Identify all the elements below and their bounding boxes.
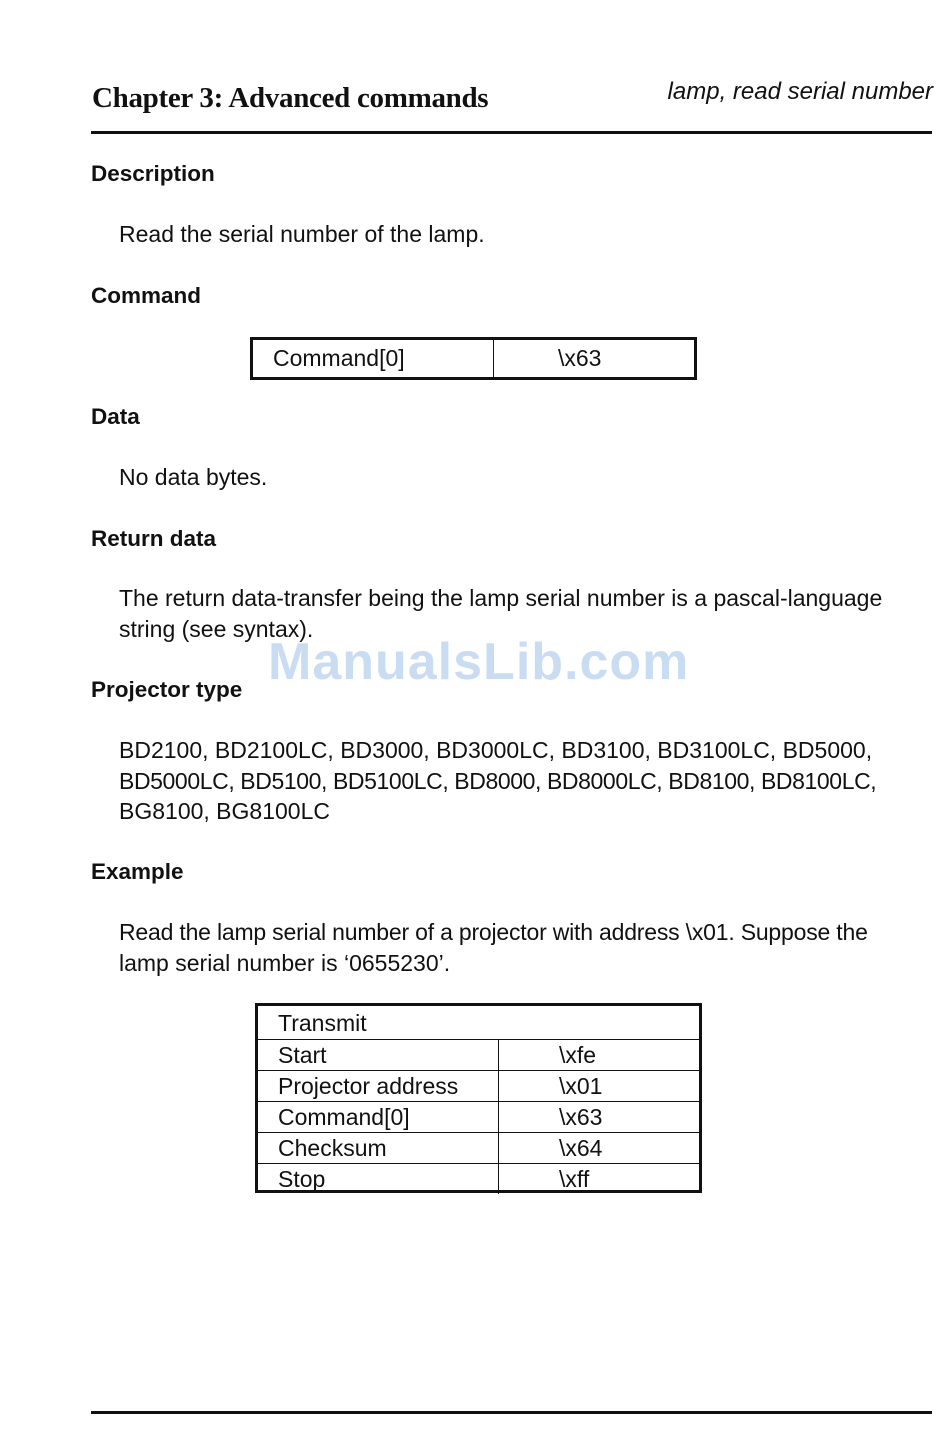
example-heading: Example	[91, 859, 184, 884]
projector-type-line: BD5000LC, BD5100, BD5100LC, BD8000, BD8000LC, BD8100, BD8100LC,	[119, 767, 877, 794]
command-value-cell: \x63	[558, 345, 602, 371]
chapter-title: Chapter 3: Advanced commands	[92, 82, 489, 114]
table-row	[253, 340, 694, 377]
projector-type-line: BG8100, BG8100LC	[119, 798, 330, 824]
example-line: lamp serial number is ‘0655230’.	[119, 949, 451, 976]
transmit-value-cell: \x01	[499, 1071, 700, 1102]
transmit-value-cell: \xfe	[499, 1040, 700, 1071]
transmit-field-cell: Command[0]	[258, 1102, 499, 1133]
transmit-value-cell: \x64	[499, 1133, 700, 1164]
transmit-field-cell: Checksum	[258, 1133, 499, 1164]
transmit-table	[255, 1003, 702, 1193]
return-data-line: The return data-transfer being the lamp serial number is a pascal-language	[119, 585, 883, 611]
example-line: Read the lamp serial number of a projector with address \x01. Suppose the	[119, 919, 868, 945]
table-row	[258, 1040, 699, 1071]
description-text	[119, 219, 934, 250]
table-row	[258, 1164, 699, 1195]
command-field-cell: Command[0]	[253, 340, 494, 377]
table-row	[258, 1071, 699, 1102]
transmit-value-cell: \x63	[499, 1102, 700, 1133]
header-rule	[91, 131, 932, 134]
command-table	[250, 337, 697, 380]
transmit-value-cell: \xff	[499, 1164, 700, 1195]
projector-type-text	[119, 735, 934, 827]
transmit-field-cell: Stop	[258, 1164, 499, 1195]
description-line: Read the serial number of the lamp.	[119, 221, 485, 247]
return-data-heading: Return data	[91, 526, 217, 551]
table-header-row	[258, 1006, 699, 1040]
projector-type-heading: Projector type	[91, 677, 243, 702]
section-reference: lamp, read serial number	[667, 78, 933, 105]
example-text	[119, 917, 934, 978]
transmit-field-cell: Projector address	[258, 1071, 499, 1102]
table-row	[258, 1102, 699, 1133]
projector-type-line: BD2100, BD2100LC, BD3000, BD3000LC, BD3100, BD3100LC, BD5000,	[119, 737, 873, 763]
data-heading: Data	[91, 404, 140, 429]
table-row	[258, 1133, 699, 1164]
data-text	[119, 462, 934, 493]
command-heading: Command	[91, 283, 202, 308]
description-heading: Description	[91, 161, 215, 186]
return-data-line: string (see syntax).	[119, 615, 314, 642]
data-line: No data bytes.	[119, 464, 268, 490]
watermark: ManualsLib.com	[268, 633, 690, 691]
transmit-field-cell: Start	[258, 1040, 499, 1071]
transmit-header-cell: Transmit	[258, 1006, 699, 1040]
footer-rule	[91, 1411, 932, 1414]
